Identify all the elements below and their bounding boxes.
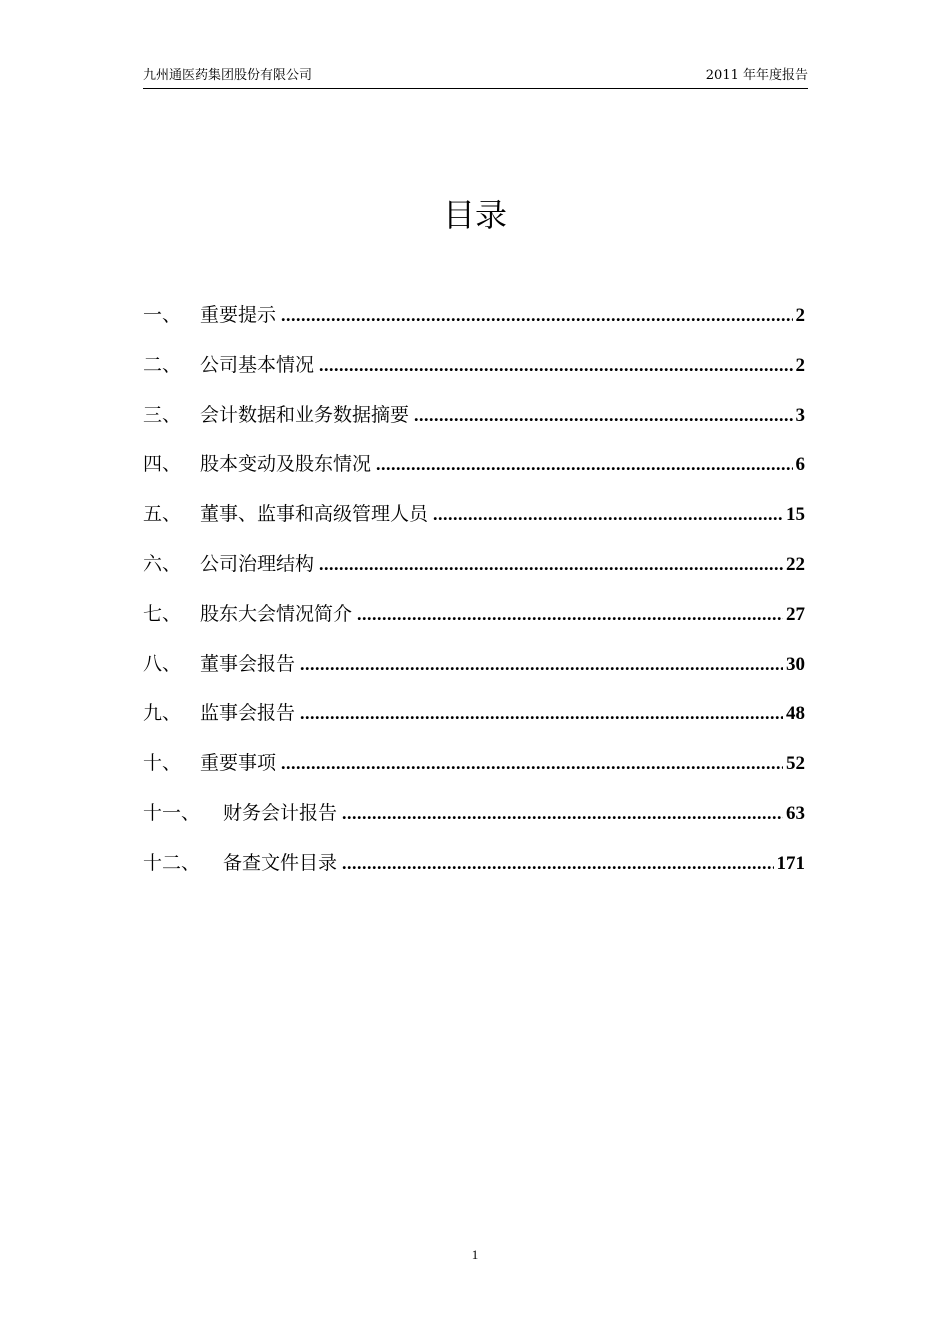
toc-entry[interactable] xyxy=(143,596,805,646)
toc-entry[interactable] xyxy=(143,695,805,745)
toc-entry-number: 十一、 xyxy=(143,801,201,824)
toc-dot-leader xyxy=(376,446,792,482)
page-title: 目录 xyxy=(442,196,507,234)
toc-entry-page: 30 xyxy=(786,653,805,675)
toc-entry-number: 十二、 xyxy=(143,851,201,874)
toc-entry-title: 会计数据和业务数据摘要 xyxy=(200,403,410,426)
toc-entry-number: 四、 xyxy=(143,453,182,476)
toc-entry-number: 八、 xyxy=(143,652,182,675)
toc-entry-page: 48 xyxy=(786,703,805,725)
toc-entry-number: 七、 xyxy=(143,602,182,625)
toc-entry-page: 52 xyxy=(786,753,805,775)
toc-dot-leader xyxy=(342,795,783,831)
toc-entry-title: 财务会计报告 xyxy=(223,801,338,824)
toc-dot-leader xyxy=(342,845,773,881)
toc-entry-number: 二、 xyxy=(143,353,182,376)
toc-entry-number: 三、 xyxy=(143,403,182,426)
toc-entry-title: 重要事项 xyxy=(200,752,277,775)
toc-entry[interactable] xyxy=(143,795,805,845)
toc-entry-number: 十、 xyxy=(143,752,182,775)
toc-entry-title: 股本变动及股东情况 xyxy=(200,453,372,476)
toc-dot-leader xyxy=(414,397,792,433)
toc-entry-title: 监事会报告 xyxy=(200,702,296,725)
toc-entry-page: 2 xyxy=(795,354,805,376)
toc-entry[interactable] xyxy=(143,745,805,795)
toc-entry[interactable] xyxy=(143,646,805,696)
toc-entry-page: 22 xyxy=(786,553,805,575)
toc-entry-title: 备查文件目录 xyxy=(223,851,338,874)
page-number: 1 xyxy=(471,1247,479,1262)
toc-entry[interactable] xyxy=(143,546,805,596)
toc-dot-leader xyxy=(300,695,783,731)
toc-dot-leader xyxy=(281,297,792,333)
toc-entry[interactable] xyxy=(143,845,805,895)
toc-entry-number: 一、 xyxy=(143,304,182,326)
toc-dot-leader xyxy=(433,496,783,532)
toc-entry-title: 股东大会情况简介 xyxy=(200,602,353,625)
toc-entry-page: 171 xyxy=(776,852,805,874)
toc-entry-number: 五、 xyxy=(143,503,182,526)
table-of-contents xyxy=(143,297,805,895)
toc-entry-page: 27 xyxy=(786,603,805,625)
toc-entry-page: 3 xyxy=(795,404,805,426)
toc-entry-number: 九、 xyxy=(143,702,182,725)
toc-dot-leader xyxy=(357,596,783,632)
toc-entry-page: 15 xyxy=(786,504,805,526)
toc-entry-number: 六、 xyxy=(143,552,182,575)
toc-entry-title: 董事、监事和高级管理人员 xyxy=(200,503,429,526)
toc-entry-page: 6 xyxy=(795,454,805,476)
toc-entry[interactable] xyxy=(143,347,805,397)
toc-entry[interactable] xyxy=(143,297,805,347)
toc-dot-leader xyxy=(300,646,783,682)
header-report-title: 2011 年年度报告 xyxy=(705,68,808,83)
toc-entry-title: 董事会报告 xyxy=(200,652,296,675)
toc-entry-title: 重要提示 xyxy=(200,304,277,326)
page-header xyxy=(143,66,808,89)
toc-entry-title: 公司治理结构 xyxy=(200,552,315,575)
toc-dot-leader xyxy=(319,546,783,582)
toc-entry[interactable] xyxy=(143,397,805,447)
toc-entry[interactable] xyxy=(143,496,805,546)
header-company-name: 九州通医药集团股份有限公司 xyxy=(143,68,313,83)
toc-entry-page: 2 xyxy=(795,305,805,326)
toc-dot-leader xyxy=(319,347,792,383)
toc-entry[interactable] xyxy=(143,446,805,496)
toc-entry-page: 63 xyxy=(786,802,805,824)
toc-dot-leader xyxy=(281,745,783,781)
toc-entry-title: 公司基本情况 xyxy=(200,353,315,376)
